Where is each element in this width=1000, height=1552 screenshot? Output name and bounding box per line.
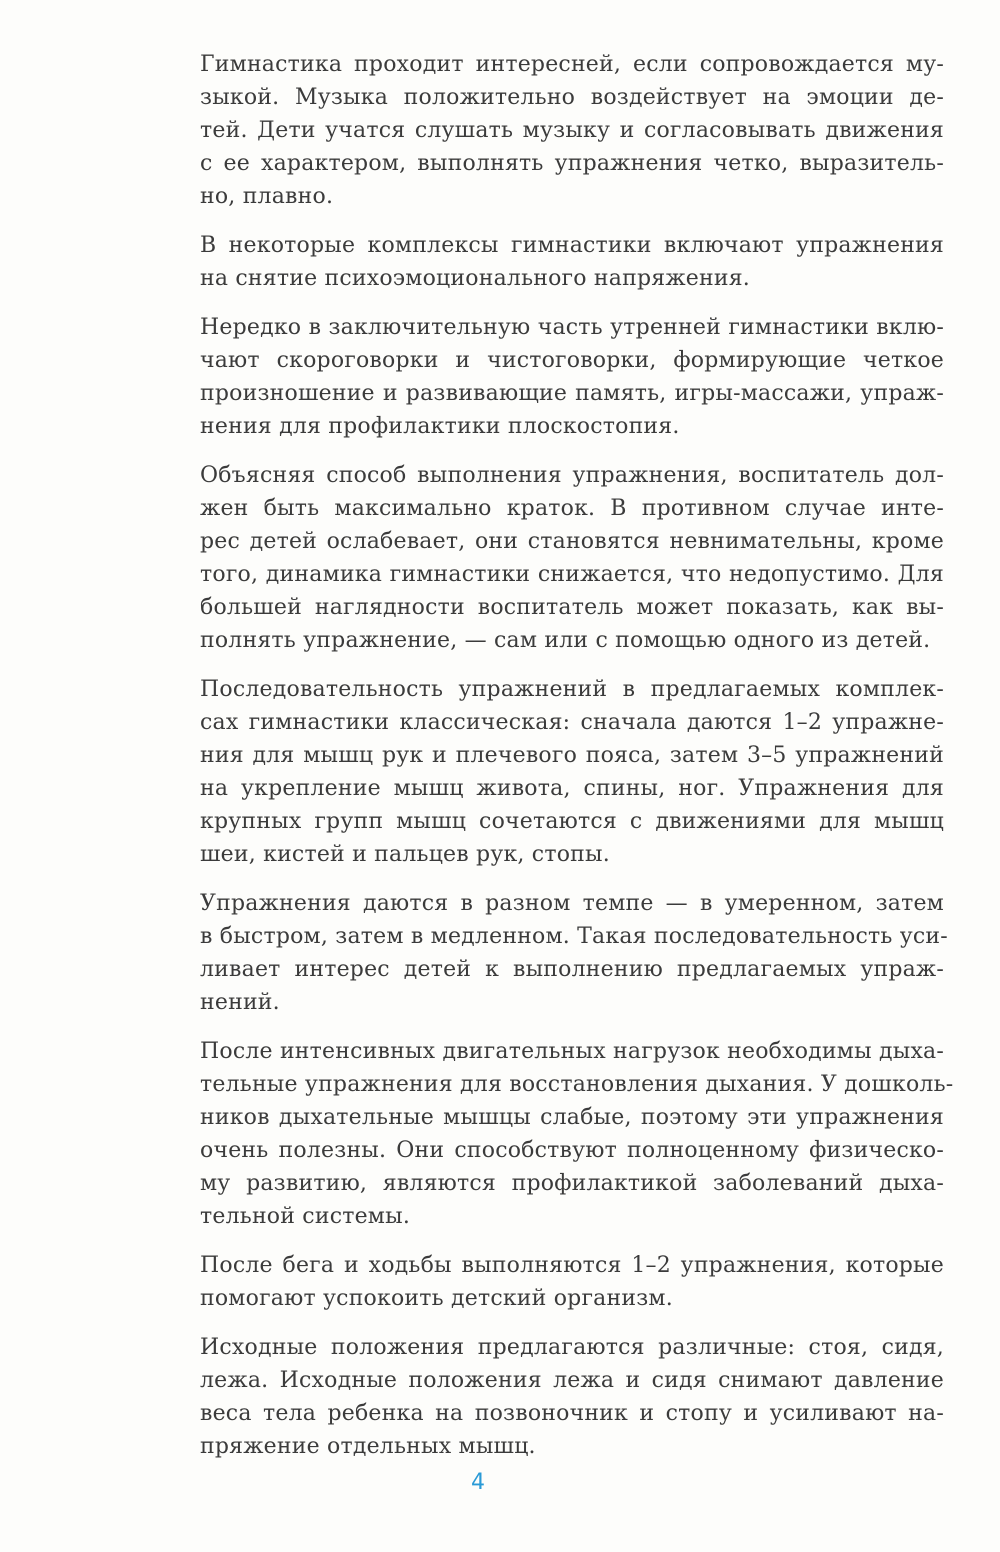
paragraph-5 [200,673,944,871]
text-line: нений. [200,990,280,1015]
text-line: чают скороговорки и чистоговорки, формирующие четкое [200,348,944,373]
text-line: но, плавно. [200,184,334,209]
text-line: ния для мышц рук и плечевого пояса, затем 3–5 упражнений [200,743,944,768]
text-line: шеи, кистей и пальцев рук, стопы. [200,842,610,867]
text-line: В некоторые комплексы гимнастики включают упражнения [200,233,944,258]
text-line: Последовательность упражнений в предлагаемых комплек- [200,677,944,702]
body-text [200,48,954,1479]
paragraph-8 [200,1249,944,1315]
text-line: помогают успокоить детский организм. [200,1286,673,1311]
text-line: в быстром, затем в медленном. Такая последовательность уси- [200,924,948,949]
paragraph-2 [200,229,944,295]
text-line: пряжение отдельных мышц. [200,1434,536,1459]
text-line: тельные упражнения для восстановления дыхания. У дошколь- [200,1072,954,1097]
text-line: Упражнения даются в разном темпе — в умеренном, затем [200,891,944,916]
text-line: му развитию, являются профилактикой заболеваний дыха- [200,1171,944,1196]
text-line: лежа. Исходные положения лежа и сидя снимают давление [200,1368,944,1393]
text-line: зыкой. Музыка положительно воздействует на эмоции де- [200,85,944,110]
paragraph-9 [200,1331,944,1463]
text-line: того, динамика гимнастики снижается, что недопустимо. Для [200,562,944,587]
text-line: нения для профилактики плоскостопия. [200,414,680,439]
text-line: веса тела ребенка на позвоночник и стопу и усиливают на- [200,1401,944,1426]
text-line: ников дыхательные мышцы слабые, поэтому эти упражнения [200,1105,944,1130]
text-line: на снятие психоэмоционального напряжения. [200,266,750,291]
text-line: Объясняя способ выполнения упражнения, воспитатель дол- [200,463,944,488]
text-line: тей. Дети учатся слушать музыку и согласовывать движения [200,118,944,143]
paragraph-1 [200,48,944,213]
text-line: Нередко в заключительную часть утренней гимнастики вклю- [200,315,944,340]
text-line: очень полезны. Они способствуют полноценному физическо- [200,1138,944,1163]
paragraph-3 [200,311,944,443]
text-line: большей наглядности воспитатель может показать, как вы- [200,595,944,620]
paragraph-4 [200,459,944,657]
text-line: После бега и ходьбы выполняются 1–2 упражнения, которые [200,1253,944,1278]
text-line: Гимнастика проходит интересней, если сопровождается му- [200,52,944,77]
text-line: ливает интерес детей к выполнению предлагаемых упраж- [200,957,944,982]
text-line: на укрепление мышц живота, спины, ног. Упражнения для [200,776,944,801]
page-number: 4 [471,1470,485,1495]
text-line: рес детей ослабевает, они становятся невнимательны, кроме [200,529,944,554]
paragraph-7 [200,1035,954,1233]
paragraph-6 [200,887,948,1019]
text-line: жен быть максимально краток. В противном случае инте- [200,496,944,521]
text-line: произношение и развивающие память, игры-массажи, упраж- [200,381,944,406]
text-line: После интенсивных двигательных нагрузок необходимы дыха- [200,1039,944,1064]
text-line: полнять упражнение, — сам или с помощью одного из детей. [200,628,931,653]
text-line: тельной системы. [200,1204,411,1229]
text-line: крупных групп мышц сочетаются с движениями для мышц [200,809,944,834]
text-line: Исходные положения предлагаются различные: стоя, сидя, [200,1335,944,1360]
text-line: с ее характером, выполнять упражнения четко, выразитель- [200,151,944,176]
text-line: сах гимнастики классическая: сначала даются 1–2 упражне- [200,710,944,735]
